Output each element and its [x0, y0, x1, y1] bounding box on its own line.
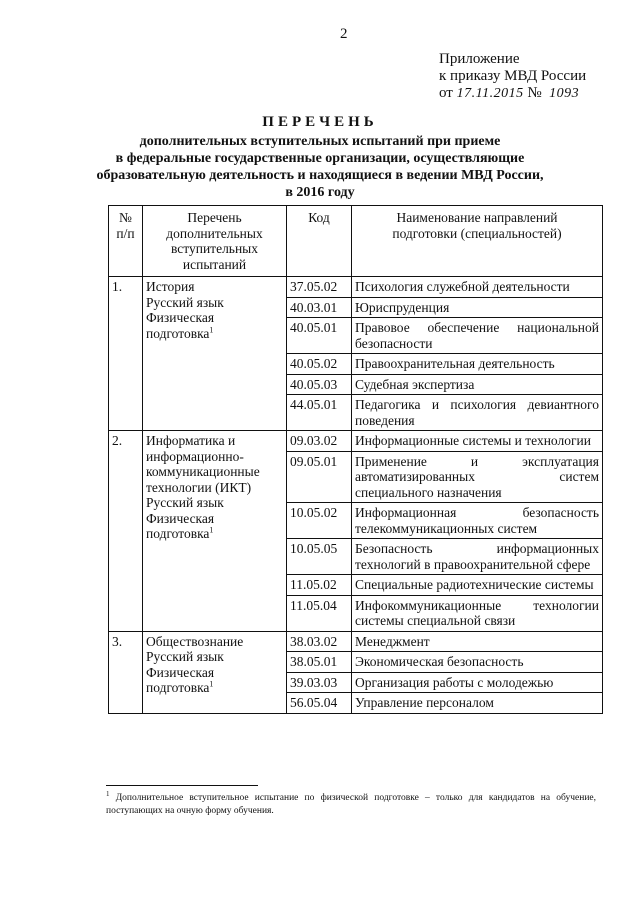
footnote-mark: 1	[209, 679, 214, 689]
direction-name: Психология служебной деятельности	[352, 277, 603, 298]
direction-code: 40.03.01	[287, 297, 352, 318]
appendix-number-label: №	[527, 85, 542, 101]
appendix-date-prefix: от	[439, 85, 453, 101]
direction-code: 40.05.02	[287, 354, 352, 375]
footnote	[106, 789, 597, 818]
direction-name: Организация работы с молодежью	[352, 672, 603, 693]
table-row	[109, 277, 603, 298]
page-number: 2	[340, 26, 348, 42]
direction-code: 11.05.02	[287, 575, 352, 596]
header-num: № п/п	[109, 206, 143, 277]
table-row	[109, 631, 603, 652]
appendix-date-line	[439, 85, 579, 102]
appendix-number: 1093	[549, 86, 580, 101]
direction-name: Информационные системы и технологии	[352, 431, 603, 452]
direction-code: 11.05.04	[287, 595, 352, 631]
direction-name: Специальные радиотехнические системы	[352, 575, 603, 596]
subtitle-line: в 2016 году	[285, 185, 355, 200]
direction-name: Правовое обеспечение национальной безопасности	[352, 318, 603, 354]
group-exams: История Русский язык Физическая подготовка$^1$	[143, 277, 287, 431]
group-number: 3.	[109, 631, 143, 713]
direction-name: Применение и эксплуатация автоматизированных систем специального назначения	[352, 451, 603, 503]
exams-table	[108, 205, 603, 714]
direction-code: 09.03.02	[287, 431, 352, 452]
header-direction: Наименование направлений подготовки (специальностей)	[352, 206, 603, 277]
direction-name: Правоохранительная деятельность	[352, 354, 603, 375]
direction-name: Менеджмент	[352, 631, 603, 652]
direction-name: Безопасность информационных технологий в правоохранительной сфере	[352, 539, 603, 575]
direction-code: 09.05.01	[287, 451, 352, 503]
appendix-order-ref: к приказу МВД России	[439, 68, 587, 84]
direction-code: 40.05.03	[287, 374, 352, 395]
subtitle-line: дополнительных вступительных испытаний при приеме	[139, 134, 501, 149]
subtitle-line: в федеральные государственные организации, осуществляющие	[115, 151, 525, 166]
direction-name: Юриспруденция	[352, 297, 603, 318]
direction-name: Инфокоммуникационные технологии системы специальной связи	[352, 595, 603, 631]
group-number: 2.	[109, 431, 143, 632]
direction-code: 56.05.04	[287, 693, 352, 714]
subtitle-line: образовательную деятельность и находящиеся в ведении МВД России,	[96, 168, 544, 183]
direction-code: 40.05.01	[287, 318, 352, 354]
direction-code: 44.05.01	[287, 395, 352, 431]
header-code: Код	[287, 206, 352, 277]
direction-code: 38.03.02	[287, 631, 352, 652]
footnote-mark: 1	[209, 525, 214, 535]
direction-name: Информационная безопасность телекоммуникационных систем	[352, 503, 603, 539]
header-exams: Перечень дополнительных вступительных испытаний	[143, 206, 287, 277]
footnote-mark: 1	[209, 325, 214, 334]
group-exams: Информатика и информационно- коммуникационные технологии (ИКТ) Русский язык Физическая подготовка$^1$	[143, 431, 287, 632]
table-row	[109, 431, 603, 452]
direction-name: Управление персоналом	[352, 693, 603, 714]
direction-name: Экономическая безопасность	[352, 652, 603, 673]
direction-name: Судебная экспертиза	[352, 374, 603, 395]
group-exams: Обществознание Русский язык Физическая подготовка$^1$	[143, 631, 287, 713]
direction-name: Педагогика и психология девиантного поведения	[352, 395, 603, 431]
footnote-text: Дополнительное вступительное испытание по физической подготовке – только для кандидатов на обучение, поступающих на очную форму обучения.	[106, 793, 597, 816]
table-header-row	[109, 206, 603, 277]
appendix-label: Приложение	[439, 51, 520, 67]
group-number: 1.	[109, 277, 143, 431]
direction-code: 37.05.02	[287, 277, 352, 298]
direction-code: 39.03.03	[287, 672, 352, 693]
direction-code: 38.05.01	[287, 652, 352, 673]
direction-code: 10.05.05	[287, 539, 352, 575]
footnote-divider	[106, 785, 258, 786]
appendix-date: 17.11.2015	[456, 86, 524, 101]
direction-code: 10.05.02	[287, 503, 352, 539]
footnote-mark: 1	[106, 789, 110, 798]
document-title: ПЕРЕЧЕНЬ	[262, 114, 378, 130]
